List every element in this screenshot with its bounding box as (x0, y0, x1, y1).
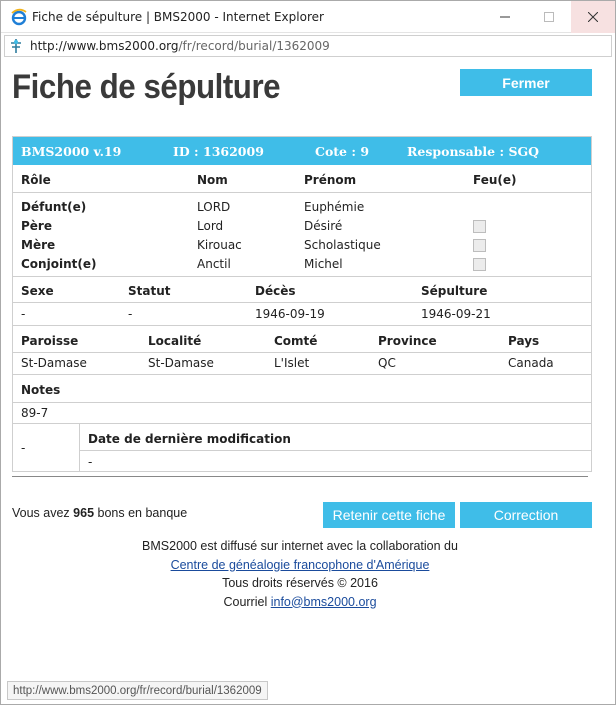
notes-label: Notes (21, 383, 61, 397)
record-responsable: Responsable : SGQ (407, 143, 540, 159)
cgfa-link[interactable]: Centre de généalogie francophone d'Amérique (170, 557, 430, 572)
col-localite: Localité (148, 334, 202, 348)
col-feu: Feu(e) (473, 173, 517, 187)
bank-suffix: bons en banque (97, 506, 188, 520)
maximize-button[interactable] (527, 1, 571, 33)
record-id: ID : 1362009 (173, 143, 264, 159)
copyright: Tous droits réservés © 2016 (222, 576, 378, 590)
person-row (13, 216, 591, 235)
col-paroisse: Paroisse (21, 334, 79, 348)
record-cote: Cote : 9 (315, 143, 370, 159)
page-title: Fiche de sépulture (12, 68, 281, 106)
correction-button[interactable]: Correction (460, 502, 592, 528)
person-prenom: Michel (304, 257, 343, 271)
close-button[interactable]: Fermer (460, 69, 592, 96)
col-province: Province (378, 334, 437, 348)
deces-value: 1946-09-19 (255, 307, 325, 321)
person-row (13, 235, 591, 254)
modification-value: - (88, 455, 93, 469)
vitals-header-row (13, 276, 591, 303)
record-header (13, 137, 591, 165)
minimize-button[interactable] (483, 1, 527, 33)
record-panel (12, 136, 592, 472)
person-role: Défunt(e) (21, 200, 87, 214)
person-nom: Lord (197, 219, 224, 233)
address-bar[interactable] (4, 35, 612, 57)
col-comte: Comté (274, 334, 318, 348)
person-nom: Anctil (197, 257, 231, 271)
footer (12, 537, 588, 611)
title-bar (1, 1, 615, 33)
person-nom: Kirouac (197, 238, 242, 252)
col-pays: Pays (508, 334, 540, 348)
person-prenom: Scholastique (304, 238, 381, 252)
bank-amount: 965 (73, 506, 95, 520)
notes-value: 89-7 (21, 406, 49, 420)
close-window-button[interactable] (571, 1, 615, 33)
person-prenom: Euphémie (304, 200, 365, 214)
person-role: Père (21, 219, 52, 233)
feu-checkbox[interactable] (473, 220, 486, 233)
notes-value-row (13, 403, 591, 423)
col-nom: Nom (197, 173, 228, 187)
courriel-label: Courriel (223, 594, 268, 609)
person-row (13, 254, 591, 276)
status-bar: http://www.bms2000.org/fr/record/burial/1362009 (7, 681, 268, 700)
notes-header-row (13, 374, 591, 403)
person-role: Mère (21, 238, 56, 252)
statut-value: - (128, 307, 133, 321)
col-prenom: Prénom (304, 173, 357, 187)
window-title: Fiche de sépulture | BMS2000 - Internet Explorer (32, 9, 324, 24)
person-prenom: Désiré (304, 219, 343, 233)
sexe-value: - (21, 307, 26, 321)
version-label: BMS2000 v.19 (21, 143, 122, 159)
person-role: Conjoint(e) (21, 257, 97, 271)
divider (12, 476, 588, 477)
address-path: /fr/record/burial/1362009 (178, 39, 330, 53)
location-header-row (13, 325, 591, 353)
localite-value: St-Damase (148, 356, 214, 370)
vitals-values-row (13, 303, 591, 325)
footer-line: BMS2000 est diffusé sur internet avec la collaboration du (142, 539, 458, 553)
comte-value: L'Islet (274, 356, 310, 370)
feu-checkbox[interactable] (473, 258, 486, 271)
province-value: QC (378, 356, 396, 370)
sepulture-value: 1946-09-21 (421, 307, 491, 321)
internet-explorer-icon (10, 8, 28, 26)
bank-balance (12, 506, 187, 520)
location-values-row (13, 353, 591, 374)
modification-section (13, 423, 591, 471)
site-icon (8, 38, 24, 54)
col-deces: Décès (255, 284, 296, 298)
modification-left: - (21, 441, 26, 455)
paroisse-value: St-Damase (21, 356, 87, 370)
col-role: Rôle (21, 173, 51, 187)
pays-value: Canada (508, 356, 554, 370)
person-nom: LORD (197, 200, 231, 214)
bank-prefix: Vous avez (12, 506, 70, 520)
col-statut: Statut (128, 284, 171, 298)
feu-checkbox[interactable] (473, 239, 486, 252)
col-sepulture: Sépulture (421, 284, 488, 298)
persons-header-row (13, 165, 591, 193)
modification-label: Date de dernière modification (88, 432, 291, 446)
email-link[interactable]: info@bms2000.org (270, 594, 377, 609)
col-sexe: Sexe (21, 284, 54, 298)
person-row (13, 197, 591, 216)
address-host: http://www.bms2000.org (30, 39, 179, 53)
retain-record-button[interactable]: Retenir cette fiche (323, 502, 455, 528)
